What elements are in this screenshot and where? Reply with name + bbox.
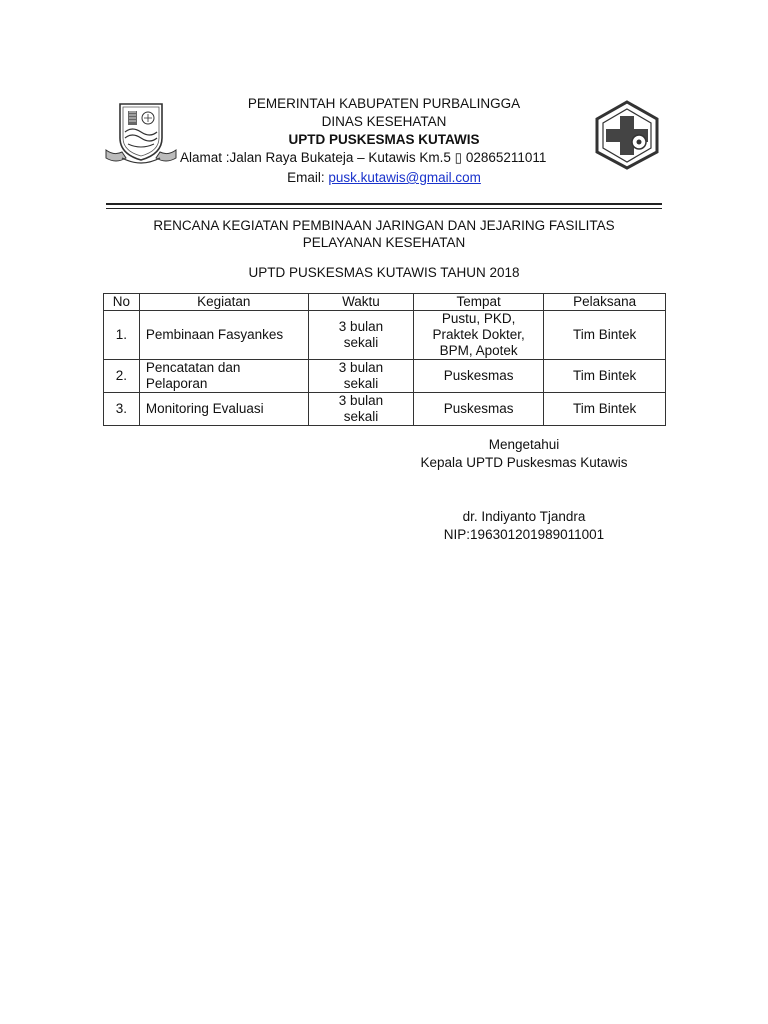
cell-waktu: [308, 393, 413, 426]
signature-position: Kepala UPTD Puskesmas Kutawis: [420, 455, 628, 470]
cell-pelaksana: Tim Bintek: [544, 360, 666, 393]
signatory-nip: NIP:196301201989011001: [443, 527, 605, 542]
cell-tempat: [414, 311, 544, 360]
header-tempat: Tempat: [414, 294, 544, 311]
table-row: [104, 311, 666, 360]
government-name: PEMERINTAH KABUPATEN PURBALINGGA: [247, 96, 521, 111]
cell-kegiatan: Monitoring Evaluasi: [139, 393, 308, 426]
table-row: [104, 393, 666, 426]
table-header-row: [104, 294, 666, 311]
header-divider-thick: [106, 203, 662, 205]
cell-waktu-line1: 3 bulan: [338, 360, 384, 375]
cell-tempat-line1: Pustu, PKD,: [441, 311, 516, 326]
cell-tempat-line3: BPM, Apotek: [439, 343, 518, 358]
cell-waktu: [308, 360, 413, 393]
cell-no: 2.: [104, 360, 140, 393]
header-divider-thin: [106, 208, 662, 209]
cell-waktu: [308, 311, 413, 360]
table-row: [104, 360, 666, 393]
cell-no: 3.: [104, 393, 140, 426]
department-name: DINAS KESEHATAN: [321, 114, 447, 129]
cell-kegiatan: [139, 360, 308, 393]
document-title-line2: PELAYANAN KESEHATAN: [302, 235, 466, 250]
header-kegiatan: Kegiatan: [139, 294, 308, 311]
cell-kegiatan-line2: Pelaporan: [145, 376, 208, 391]
header-pelaksana: Pelaksana: [544, 294, 666, 311]
cell-waktu-line1: 3 bulan: [338, 319, 384, 334]
email-link[interactable]: pusk.kutawis@gmail.com: [328, 170, 481, 185]
cell-tempat: Puskesmas: [414, 393, 544, 426]
cell-waktu-line2: sekali: [343, 335, 379, 350]
cell-kegiatan: Pembinaan Fasyankes: [139, 311, 308, 360]
cell-kegiatan-line1: Pencatatan dan: [145, 360, 241, 375]
activity-plan-table: [103, 293, 666, 426]
email-line: [160, 169, 608, 187]
cell-waktu-line1: 3 bulan: [338, 393, 384, 408]
header-no: No: [104, 294, 140, 311]
signature-acknowledged: Mengetahui: [488, 437, 560, 452]
cell-pelaksana: Tim Bintek: [544, 311, 666, 360]
document-subtitle: UPTD PUSKESMAS KUTAWIS TAHUN 2018: [248, 265, 520, 280]
header-waktu: Waktu: [308, 294, 413, 311]
cell-waktu-line2: sekali: [343, 409, 379, 424]
cell-no: 1.: [104, 311, 140, 360]
email-label: Email:: [287, 170, 329, 185]
institution-name: UPTD PUSKESMAS KUTAWIS: [288, 132, 480, 147]
cell-waktu-line2: sekali: [343, 376, 379, 391]
address-line: Alamat :Jalan Raya Bukateja – Kutawis Km.5 ▯ 02865211011: [180, 150, 547, 165]
document-title-line1: RENCANA KEGIATAN PEMBINAAN JARINGAN DAN JEJARING FASILITAS: [153, 218, 615, 233]
cell-tempat-line2: Praktek Dokter,: [432, 327, 525, 342]
cell-tempat: Puskesmas: [414, 360, 544, 393]
cell-pelaksana: Tim Bintek: [544, 393, 666, 426]
signatory-name: dr. Indiyanto Tjandra: [462, 509, 586, 524]
